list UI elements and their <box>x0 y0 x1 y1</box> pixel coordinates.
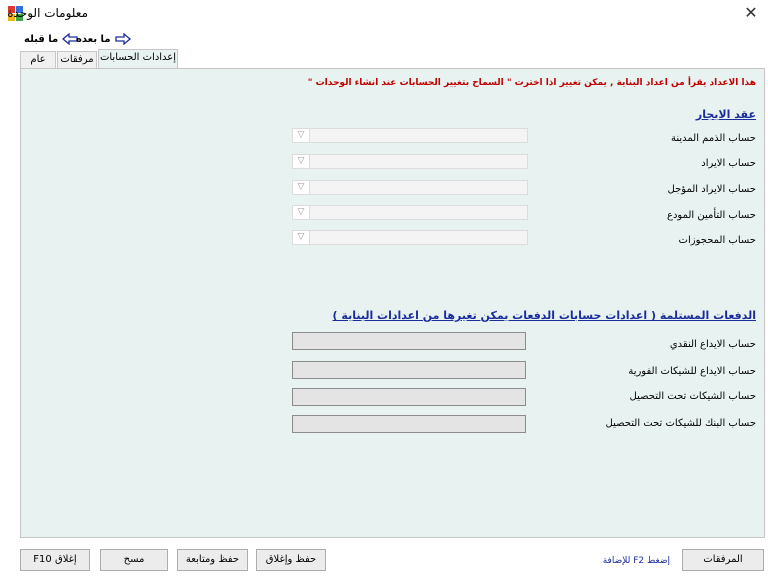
save-continue-button[interactable]: حفظ ومتابعة <box>177 549 248 571</box>
receivables-account-label: حساب الذمم المدينة <box>670 133 756 144</box>
previous-button[interactable] <box>24 30 78 48</box>
close-icon[interactable]: ✕ <box>744 3 758 22</box>
add-hint: إضغط F2 للإضافة <box>602 556 670 566</box>
cheques-under-collection-label: حساب الشيكات تحت التحصيل <box>629 391 756 402</box>
cheques-under-collection-field[interactable] <box>292 388 526 406</box>
bank-cheques-under-collection-field[interactable] <box>292 415 526 433</box>
deferred-revenue-account-label: حساب الايراد المؤجل <box>667 184 756 195</box>
payments-section-title: الدفعات المستلمة ( اعدادات حسابات الدفعات يمكن تغيرها من اعدادات البناية ) <box>332 309 756 322</box>
tab-account-settings[interactable]: إعدادات الحسابات <box>98 49 178 69</box>
tab-attachments[interactable]: مرفقات <box>57 51 97 69</box>
next-button[interactable] <box>76 30 131 48</box>
chevron-down-icon: ▽ <box>293 181 310 194</box>
cash-deposit-account-field[interactable] <box>292 332 526 350</box>
chevron-down-icon: ▽ <box>293 155 310 168</box>
account-settings-panel <box>20 68 765 538</box>
reservations-account-label: حساب المحجوزات <box>678 235 756 246</box>
lease-section-title: عقد الايجار <box>695 108 756 121</box>
cash-deposit-account-label: حساب الايداع النقدي <box>669 339 756 350</box>
instant-cheques-account-label: حساب الايداع للشيكات الفورية <box>628 366 756 377</box>
window-title: معلومات الوحدة <box>7 6 88 20</box>
footer-bar <box>0 540 768 576</box>
deferred-revenue-account-select[interactable] <box>292 180 528 195</box>
deposit-account-select[interactable] <box>292 205 528 220</box>
previous-label: ما قبله <box>24 33 59 45</box>
reservations-account-select[interactable] <box>292 230 528 245</box>
save-close-button[interactable]: حفظ وإغلاق <box>256 549 326 571</box>
arrow-right-icon <box>115 33 131 45</box>
revenue-account-label: حساب الايراد <box>701 158 756 169</box>
title-bar <box>0 0 768 28</box>
deposit-account-label: حساب التأمين المودع <box>667 210 756 221</box>
bank-cheques-under-collection-label: حساب البنك للشيكات تحت التحصيل <box>605 418 756 429</box>
close-f10-button[interactable]: إغلاق F10 <box>20 549 90 571</box>
revenue-account-select[interactable] <box>292 154 528 169</box>
tab-general[interactable]: عام <box>20 51 56 69</box>
clear-button[interactable]: مسح <box>100 549 168 571</box>
attachments-button[interactable]: المرفقات <box>682 549 764 571</box>
chevron-down-icon: ▽ <box>293 231 310 244</box>
next-label: ما بعده <box>76 33 111 45</box>
instant-cheques-account-field[interactable] <box>292 361 526 379</box>
receivables-account-select[interactable] <box>292 128 528 143</box>
record-navigation <box>0 28 768 50</box>
chevron-down-icon: ▽ <box>293 129 310 142</box>
warning-text: هذا الاعداد يقرأ من اعداد البناية , يمكن تغيير اذا اخترت " السماح بتغيير الحسابات عند انشاء الوحدات " <box>307 78 756 88</box>
chevron-down-icon: ▽ <box>293 206 310 219</box>
